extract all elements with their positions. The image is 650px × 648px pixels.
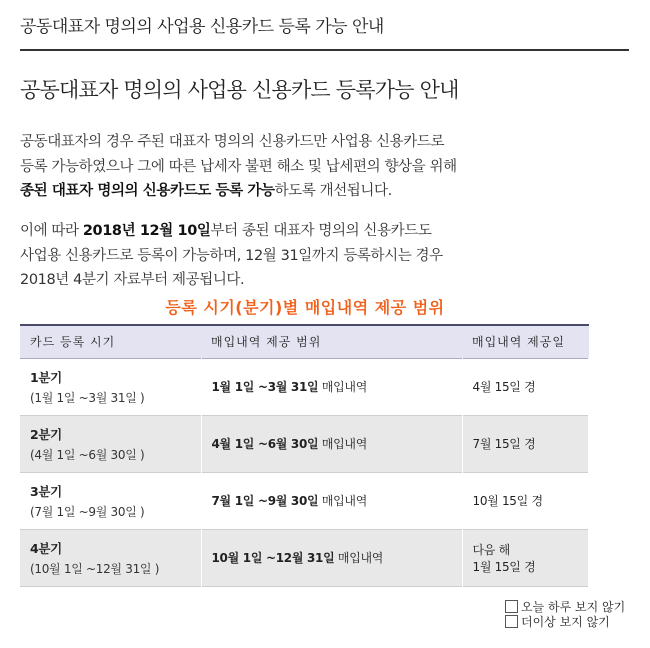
table-row — [20, 415, 589, 472]
intro-line-3-rest: 하도록 개선됩니다. — [274, 183, 392, 199]
registration-period-cell — [20, 358, 201, 415]
intro-paragraph — [20, 130, 620, 204]
quarter-name: 2분기 — [30, 426, 62, 442]
provide-date: 4월 15일 경 — [472, 380, 536, 394]
header-card-registration-period: 카드 등록 시기 — [30, 335, 116, 350]
quarter-period: (10월 1일 ~12월 31일 ) — [30, 561, 160, 576]
quarter-period: (4월 1일 ~6월 30일 ) — [30, 447, 145, 462]
table-row — [20, 529, 589, 586]
provide-date: 10월 15일 경 — [472, 494, 543, 508]
purchase-range-cell — [201, 415, 462, 472]
purchase-range-suffix: 매입내역 — [334, 551, 384, 565]
quarter-period: (1월 1일 ~3월 31일 ) — [30, 390, 145, 405]
header-provide-date: 매입내역 제공일 — [472, 335, 565, 350]
provide-date-cell — [462, 529, 589, 586]
quarter-name: 4분기 — [30, 540, 62, 556]
schedule-line-2: 사업용 신용카드로 등록이 가능하며, 12월 31일까지 등록하시는 경우 — [20, 247, 443, 264]
intro-line-2: 등록 가능하였으나 그에 따른 납세자 불편 해소 및 납세편의 향상을 위해 — [20, 158, 457, 175]
header-purchase-range: 매입내역 제공 범위 — [211, 335, 322, 350]
quarter-name: 3분기 — [30, 483, 62, 499]
header-divider — [20, 49, 629, 51]
provide-date-line-2: 1월 15일 경 — [472, 559, 536, 574]
provide-date: 다음 해 — [472, 542, 510, 557]
intro-highlight: 종된 대표자 명의의 신용카드도 등록 가능 — [20, 183, 275, 199]
hide-today-label[interactable]: 오늘 하루 보지 않기 — [521, 600, 626, 614]
provide-date-cell — [462, 415, 589, 472]
table-row — [20, 472, 589, 529]
popup-header-title: 공동대표자 명의의 사업용 신용카드 등록 가능 안내 — [20, 17, 384, 37]
purchase-range: 7월 1일 ~9월 30일 — [211, 494, 319, 508]
never-show-label[interactable]: 더이상 보지 않기 — [521, 615, 610, 629]
page-title: 공동대표자 명의의 사업용 신용카드 등록가능 안내 — [20, 78, 459, 102]
hide-today-checkbox[interactable] — [505, 600, 518, 613]
registration-period-cell — [20, 415, 201, 472]
schedule-line-1-pre: 이에 따라 — [20, 223, 83, 239]
schedule-line-3: 2018년 4분기 자료부터 제공됩니다. — [20, 272, 245, 288]
never-show-checkbox[interactable] — [505, 615, 518, 628]
schedule-paragraph — [20, 219, 620, 293]
purchase-range: 10월 1일 ~12월 31일 — [211, 551, 335, 565]
purchase-range: 1월 1일 ~3월 31일 — [211, 380, 319, 394]
provide-date-cell — [462, 472, 589, 529]
purchase-range: 4월 1일 ~6월 30일 — [211, 437, 319, 451]
provide-date: 7월 15일 경 — [472, 437, 536, 451]
purchase-range-cell — [201, 529, 462, 586]
registration-period-cell — [20, 529, 201, 586]
purchase-range-suffix: 매입내역 — [318, 437, 367, 451]
purchase-range-suffix: 매입내역 — [318, 380, 367, 394]
quarter-table — [20, 324, 589, 587]
table-header-row — [20, 325, 589, 358]
table-title: 등록 시기(분기)별 매입내역 제공 범위 — [165, 298, 445, 317]
schedule-line-1 — [20, 219, 620, 244]
intro-line-3 — [20, 179, 620, 204]
registration-period-cell — [20, 472, 201, 529]
schedule-line-1-post: 부터 종된 대표자 명의의 신용카드도 — [210, 223, 432, 239]
schedule-date-highlight: 2018년 12월 10일 — [82, 223, 211, 239]
never-show-option[interactable] — [505, 613, 630, 630]
table-row — [20, 358, 589, 415]
provide-date-cell — [462, 358, 589, 415]
purchase-range-cell — [201, 358, 462, 415]
quarter-period: (7월 1일 ~9월 30일 ) — [30, 504, 145, 519]
purchase-range-suffix: 매입내역 — [318, 494, 367, 508]
intro-line-1: 공동대표자의 경우 주된 대표자 명의의 신용카드만 사업용 신용카드로 — [20, 134, 445, 150]
purchase-range-cell — [201, 472, 462, 529]
quarter-name: 1분기 — [30, 369, 62, 385]
